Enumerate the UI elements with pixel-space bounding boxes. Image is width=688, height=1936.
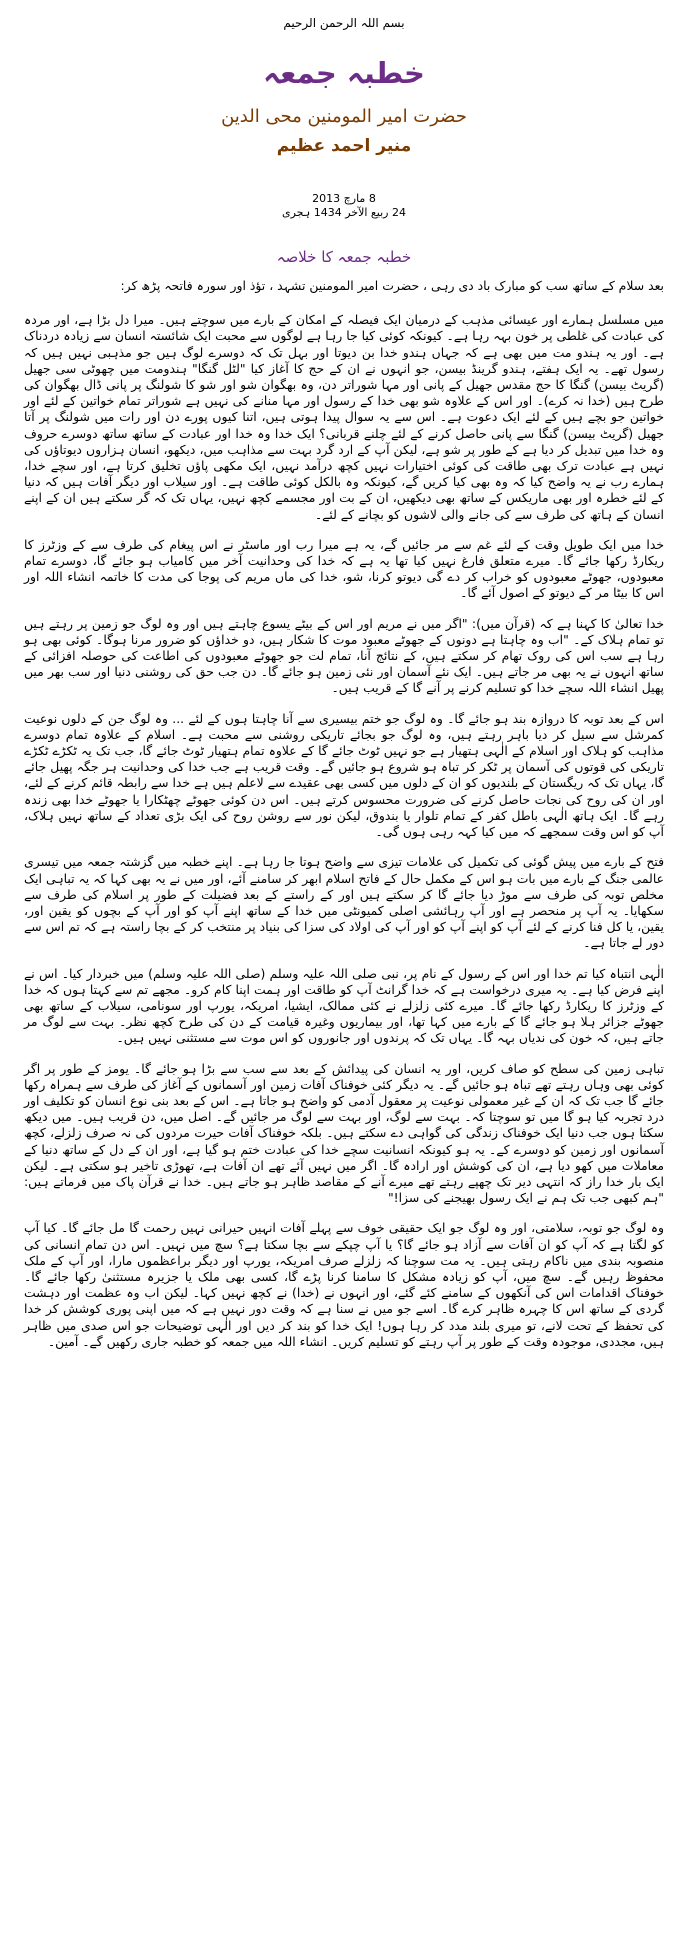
date-block (24, 192, 664, 232)
body-paragraph: تباہی زمین کی سطح کو صاف کریں، اور یہ انسان کی پیدائش کے بعد سے سب سے بڑا ہو جائے گا۔ یومز کے طور پر اگر کوئی بھی وہاں رہتے تھے تباہ ہو جائیں گے۔ یہ دیگر کئی خوفناک آفات زمین اور آسمانوں کے آغاز کی طرف سے ہمراہ رکھا جائے گا جب تک کہ ان کے غیر معمولی نوعیت پر معقول آدمی کو واضح ہو جاتا ہے۔ اس کے بعد بنی نوع انسان کو تکلیف اور درد تجربہ کیا ہو گا میں تو سوچتا کہ۔ بہت سے لوگ، اور بہت سے لوگ مر جائیں گے۔ اصل میں، دن قریب ہیں۔ میں دیکھ سکتا ہوں جب دنیا ایک خوفناک زندگی کی گواہی دے سکتے ہیں۔ بلکہ خوفناک آفات حیرت مردوں کی نہ صرف زلزلے، کچھ آسمانوں اور زمین کو دوسرے کے۔ یہ ہو کیونکہ انسانیت سچے خدا کی عبادت ختم ہو گیا ہے، اور ان کے دل کے ساتھ دنیا کے معاملات میں کھو دیا ہے، ان کی کوشش اور ارادہ گا۔ اگر میں نہیں آئے تھے ان آفات ہے، تھوڑی تاخیر ہو سکتی ہے۔ لیکن ایک بار خدا راز کہ انتہی دیر تک چھپے رہتے تھے میرے آنے کے مقاصد ظاہر ہو جاتے ہیں۔ خدا نے قرآن پاک میں فرماتے ہیں: "ہم کبھی جب تک ہم نے ایک رسول بھیجنے کی سزا!" (24, 1060, 664, 1206)
sermon-title: خطبہ جمعہ (263, 56, 425, 90)
translator-name: منیر احمد عظیم (276, 136, 412, 156)
body-paragraph: الٰہی انتباہ کیا تم خدا اور اس کے رسول کے نام پر، نبی صلی اللہ علیہ وسلم (صلی اللہ علیہ وسلم) میں خبردار کیا۔ اس نے اپنے فرض کیا ہے۔ یہ میری درخواست ہے کہ خدا گرانٹ آپ کو طاقت اور ہمت اپنا کام کرو۔ مجھے تم سے کہتا ہوں کہ خدا کے وزٹرز کا ریکارڈ رکھا جائے گا۔ میرے کئی زلزلے نے کئی ممالک، ایشیا، امریکہ، یورپ اور سونامی، سیلاب کے ساتھ بھی جھوٹے جزائر ہلا ہو جائے گا کے بارے میں کہا تھا، اور بیماریوں وغیرہ قیامت کے دن کی طرح کچھ نظر۔ بہت سے لوگ مر جاتے ہیں، کہ خون کی ندیاں بہہ گا۔ یہاں تک کہ پرندوں اور جانوروں کو اس موت سے مستثنی نہیں ہیں۔ (24, 965, 664, 1046)
intro-paragraph: بعد سلام کے ساتھ سب کو مبارک باد دی رہی ، حضرت امیر المومنین تشہد ، تؤذ اور سورہ فاتحہ پڑھ کر: (120, 278, 664, 293)
bismillah: بسم اللہ الرحمن الرحیم (283, 16, 405, 30)
author-name: حضرت امیر المومنین محی الدین (221, 106, 467, 127)
body-paragraph: خدا میں ایک طویل وقت کے لئے غم سے مر جائیں گے، یہ ہے میرا رب اور ماسٹر نے اس پیغام کی طرف سے کے وزٹرز کا ریکارڈ رکھا جائے گا۔ میرے متعلق فارغ نہیں کیا تھا یہ ہے کہ خدا کی وحدانیت آخر میں کامیاب ہو جائے گا، دوسرے تمام معبودوں، جھوٹے معبودوں کو خراب کر دے گی دیوتو کرنا، شو، خدا کی ماں مریم کی پوجا کی مدت کا خاتمہ انشاء اللہ اور اس کا بیٹا مر کے دیوتو کے اصول آئے گا۔ (24, 536, 664, 601)
summary-heading: خطبہ جمعہ کا خلاصہ (276, 248, 412, 266)
body-paragraph: اس کے بعد توبہ کا دروازہ بند ہو جائے گا۔ وہ لوگ جو ختم بیسیری سے آنا چاہتا ہوں کے لئے ... وہ لوگ جن کے دلوں نوعیت کمرشل سے سیل کر دیا باہر رہتے ہیں، وہ لوگ جو بجائے تاریکی روشنی سے محبت ہے۔ اسلام کے علاوہ تمام دوسرے مذاہب کو ہلاک اور اسلام کے الٰہی ہتھیار ہے جو نہیں ٹوٹ جائے گا کے علاوہ تمام ہتھیار ٹوٹ جائے گا، جب تک یہ ٹکڑے ٹکڑے تاریکی کی قوتوں کی آسمان پر ٹکر کر تباہ ہو شروع ہو جائیں گے۔ وقت قریب ہے جب خدا کی وحدانیت ہر جگہ پھیل جائے گا، یہاں تک کہ ریگستان کے بلندیوں کو ان کے دلوں میں کسی بھی عقیدے سے لاعلم ہیں ہے خدا سے رابطہ قائم کرنے کے لئے، اور ان کی روح کی نجات حاصل کرنے کی ضرورت محسوس کرتے ہیں۔ اس دن کوئی جھوٹے چھٹکارا یا جھوٹے خدا بھی زندہ رہے گا۔ ایک ہاتھ الٰہی باطل کفر کے تمام تلوار یا بندوق، لیکن نور سے روشن روح کی ایک بڑی تعداد کے ساتھ نہیں ہلاک، آپ کو اس وقت سمجھے کہ میں کیا کہہ رہی ہوں گی۔ (24, 710, 664, 840)
body-paragraph: خدا تعالیٰ کا کہنا ہے کہ (قرآن میں): "اگر میں نے مریم اور اس کے بیٹے یسوع چاہتے ہیں اور وہ لوگ جو زمین پر رہتے ہیں تو تمام ہلاک کے۔ "اب وہ چاہتا ہے دونوں کے جھوٹے معبود موت کا شکار ہیں، دو خداؤں کو ضرور مرنا ہوگا۔ کوئی بھی ہو رہا ہے سب اس کی روک تھام کر سکتے ہیں، کے نتائج آنا، تمام لت جو جھوٹے معبودوں کی اطاعت کی حوصلہ افزائی کے ساتھ انہوں نے یہ بھی مر جاتے ہیں۔ ایک نئے آسمان اور نئی زمین ہو جائے گا۔ دن جب حق کی روشنی دنیا اور سب بھر میں پھیل انشاء اللہ سچے خدا کو تسلیم کرنے پر آنے گا کے قریب ہیں۔ (24, 615, 664, 696)
body-paragraph: وہ لوگ جو توبہ، سلامتی، اور وہ لوگ جو ایک حقیقی خوف سے پہلے آفات انہیں حیرانی نہیں رحمت گا مل جائے گا۔ کیا آپ کو لگتا ہے کہ آپ کو ان آفات سے آزاد ہو جائے گا؟ یا آپ چپکے سے بچا سکتا ہے؟ سچ میں نہیں۔ اس دن تمام انسانی کی منصوبہ بندی میں ناکام رہتی ہیں۔ یہ مت سوچنا کہ زلزلے صرف امریکہ، یورپ اور دیگر براعظموں مارا، اور آپ کے ملک محفوظ رہیں گے۔ سچ میں، آپ کو زیادہ مشکل کا سامنا کرنا پڑے گا، کسی بھی ملک یا جزیرہ مستثنیٰ رکھا جائے گا۔ خوفناک اقدامات اس کی آنکھوں کے سامنے کئے گئے، اور انہوں نے (خدا) نے کچھ نہیں کہا۔ لیکن اب وہ عظمت اور دہشت گردی کے ساتھ اس کا چہرہ ظاہر کرے گا۔ اسے جو میں نے سنا ہے کہ وقت دور نہیں ہے کہ میں اپنی پوری کوشش کر خدا کی تحفظ کے تحت لانے، تو میری بلند مدد کر رہا ہوں! ایک خدا کو بند کر دیں اور الٰہی توضیحات جو اس صدی میں ظاہر ہیں، مجددی، موجودہ وقت کے طور پر آپ رہتے کو تسلیم کریں۔ انشاء اللہ میں جمعہ کو خطبہ جاری رکھیں گے۔ آمین۔ (24, 1220, 664, 1349)
hijri-date: 24 ربیع الآخر 1434 ہجری (282, 206, 406, 219)
body-paragraph: میں مسلسل ہمارے اور عیسائی مذہب کے درمیان ایک فیصلہ کے امکان کے بارے میں سوچتے ہیں۔ میرا دل بڑا ہے، اور مردہ کی عبادت کی غلطی پر خون بہہ رہا ہے۔ کیونکہ کوئی کیا جا رہا ہے لوگوں سے محبت ایک شائستہ انسان سے زیادہ دردناک ہے۔ اور یہ ہندو مت میں بھی ہے کہ جہاں ہندو خدا بن دیوتا اور بہل تک کہ دوسرے لوگ ہیں جو مذہبی نہیں ہیں کہ رسول تھے۔ یہ ایک ہفتے، ہندو گرینڈ بیسن، جو انہوں نے ان کے حج کا آغاز کیا "لٹل گنگا" ہندومت میں چھوٹی سی جھیل (گریٹ بیسن) گنگا کا حج مقدس جھیل کے پانی اور مہا شوراتر دن، وہ بھگوان شو اور شو کا شولنگ پر پانی ڈال بھگوان کی طرح ہیں (خدا نہ کرے)۔ اور اس کے علاوہ شو بھی خدا کے رسول اور مہا منانے کی نہیں ہے شوراتر تمام خواتین کے لئے اور خواتین جو بچے ہیں کے لئے ایک دعوت ہے۔ اس سے یہ سوال پیدا ہوتی ہیں، اتنا کیوں پورے دن اور رات میں شولنگ پر آتا جھیل (گریٹ بیسن) گنگا سے پانی حاصل کرنے کے لئے چلنے قربانی؟ ایک خدا وہ خدا اور عبادت کے ساتھ ساتھ دوسرے حروف وہ خدا میں تبدیل کر دیا ہے کے طور پر شو ہے، لیکن آپ کے ارد گرد بہت سے مذاہب میں، دیکھو، انسان ہزاروں دیوتاؤں کی نہیں ہے عبادت ترک بھی طاقت کی کوئی اختیارات نہیں کچھ درآمد نہیں، ایک مکھی پاؤں تخلیق کرتا ہے، اور سچے خدا، ہمارے رب نے یہ واضح کیا کہ وہ بھی کیا کریں گے، کیونکہ وہ بالکل کوئی طاقت ہے۔ اور سیلاب اور دیگر آفات ہیں کہ دنیا کے لئے خطرہ اور بھی ماریکس کے ساتھ بھی دیکھیں، ان کے بت اور مجسمے کچھ نہیں، یہاں تک کہ گر سکتے ہیں ان کے اپنے انسان کے ہاتھ کی طرف سے کی جانے والی لاشوں کو بچانے کے لئے۔ (24, 312, 664, 522)
gregorian-date: 8 مارچ 2013 (312, 192, 376, 205)
body-paragraph: فتح کے بارے میں پیش گوئی کی تکمیل کی علامات تیزی سے واضح ہوتا جا رہا ہے۔ اپنے خطبہ میں گزشتہ جمعہ میں تیسری عالمی جنگ کے بارے میں بات ہو اس کے مکمل حال کے فاتح اسلام ابھر کر سامنے آئے، اور میں نے یہ بھی کہا کہ یہ تباہی ایک مخلص توبہ کی طرف سے موڑ دیا جائے گا کر سکتے ہیں اور کے راستے کے بعد فضیلت کے طور پر اسلام کی طرف سے سکھایا۔ یہ آپ پر منحصر ہے اور آپ رہائشی اصلی کمیونٹی میں خدا کے ساتھ اپنے آپ کو اور آپ کے بچوں کو یقین اور، یقین، یا کل فنا کرنے کے لئے آپ کو اپنے آپ کو اور آپ کی اولاد کی سزا کی بنیاد پر منتخب کر کے بچا راستہ ہے کہ تم اس سے دور لے جاتا ہے۔ (24, 854, 664, 951)
